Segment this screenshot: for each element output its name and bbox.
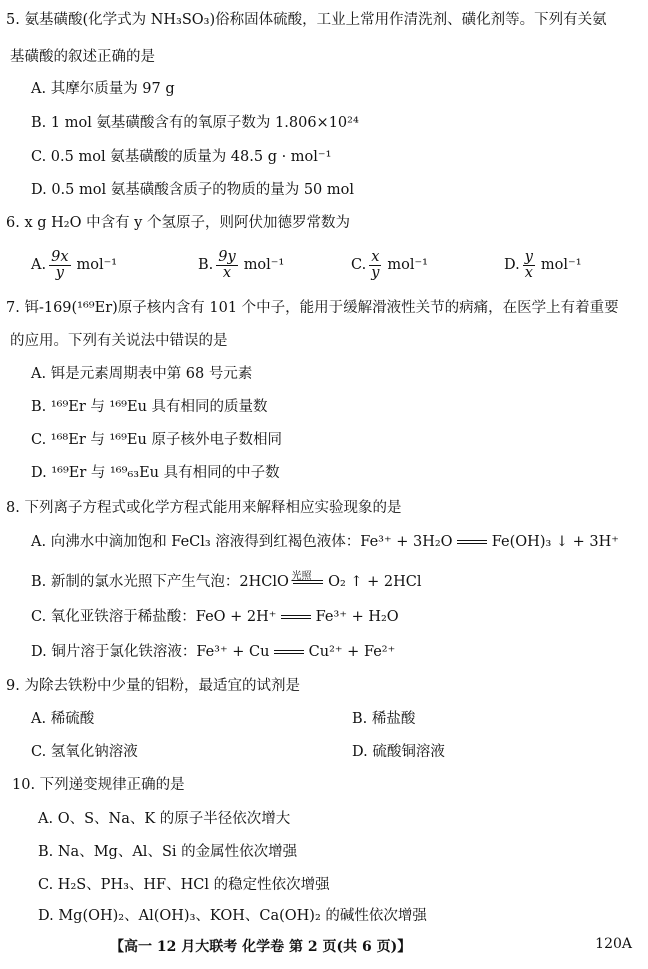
q9-stem: 9. 为除去铁粉中少量的铝粉，最适宜的试剂是: [6, 678, 300, 694]
q5-option-a: A. 其摩尔质量为 97 g: [31, 81, 175, 97]
paper-code: 120A: [595, 936, 632, 952]
option-label: D.: [504, 257, 520, 273]
unit: mol⁻¹: [540, 257, 582, 273]
q5-option-c: C. 0.5 mol 氨基磺酸的质量为 48.5 g · mol⁻¹: [31, 149, 332, 165]
equation-right: Fe(OH)₃ ↓ + 3H⁺: [491, 534, 619, 550]
q7-stem-line1: 7. 铒-169(¹⁶⁹Er)原子核内含有 101 个中子，能用于缓解滑液性关节的病痛，在医学上有着重要: [6, 300, 619, 316]
q7-option-a: A. 铒是元素周期表中第 68 号元素: [31, 366, 253, 382]
q7-option-b: B. ¹⁶⁹Er 与 ¹⁶⁹Eu 具有相同的质量数: [31, 399, 268, 415]
option-label: B.: [198, 257, 214, 273]
q8-option-c: [31, 607, 399, 627]
q6-option-a: [31, 245, 117, 285]
q6-option-c: [351, 245, 428, 285]
q9-option-b: B. 稀盐酸: [352, 711, 416, 727]
q6-stem: 6. x g H₂O 中含有 y 个氢原子，则阿伏加德罗常数为: [6, 215, 350, 231]
q10-option-a: A. O、S、Na、K 的原子半径依次增大: [38, 811, 291, 827]
equation-left: A. 向沸水中滴加饱和 FeCl₃ 溶液得到红褐色液体：Fe³⁺ + 3H₂O: [31, 534, 453, 550]
q7-option-d: D. ¹⁶⁹Er 与 ¹⁶⁹₆₃Eu 具有相同的中子数: [31, 465, 280, 481]
unit: mol⁻¹: [387, 257, 428, 273]
equation-right: Cu²⁺ + Fe²⁺: [308, 644, 396, 660]
q7-option-c: C. ¹⁶⁸Er 与 ¹⁶⁹Eu 原子核外电子数相同: [31, 432, 282, 448]
q5-option-d: D. 0.5 mol 氨基磺酸含质子的物质的量为 50 mol: [31, 182, 355, 198]
option-label: C.: [351, 257, 367, 273]
denominator: y: [55, 264, 64, 281]
numerator: 9x: [51, 248, 69, 265]
q5-stem-line1: 5. 氨基磺酸(化学式为 NH₃SO₃)俗称固体硫酸，工业上常用作清洗剂、磺化剂等。下列有关氨: [6, 12, 607, 28]
q7-stem-line2: 的应用。下列有关说法中错误的是: [10, 333, 228, 349]
fraction: [216, 250, 237, 281]
numerator: 9y: [218, 248, 236, 265]
equation-left: D. 铜片溶于氯化铁溶液：Fe³⁺ + Cu: [31, 644, 270, 660]
fraction: [523, 250, 535, 281]
equation-left: B. 新制的氯水光照下产生气泡：2HClO: [31, 574, 289, 590]
unit: mol⁻¹: [243, 257, 285, 273]
numerator: x: [371, 248, 380, 265]
fraction: [49, 250, 70, 281]
q10-stem: 10. 下列递变规律正确的是: [12, 777, 185, 793]
denominator: x: [222, 264, 232, 281]
unit: mol⁻¹: [76, 257, 118, 273]
equation-left: C. 氧化亚铁溶于稀盐酸：FeO + 2H⁺: [31, 609, 277, 625]
q10-option-c: C. H₂S、PH₃、HF、HCl 的稳定性依次增强: [38, 877, 330, 893]
equation-right: O₂ ↑ + 2HCl: [328, 574, 422, 590]
fraction: [369, 250, 381, 281]
q5-stem-line2: 基磺酸的叙述正确的是: [10, 49, 155, 65]
equation-right: Fe³⁺ + H₂O: [315, 609, 399, 625]
q9-option-d: D. 硫酸铜溶液: [352, 744, 445, 760]
q8-stem: 8. 下列离子方程式或化学方程式能用来解释相应实验现象的是: [6, 500, 402, 516]
q10-option-b: B. Na、Mg、Al、Si 的金属性依次增强: [38, 844, 298, 860]
q5-option-b: B. 1 mol 氨基磺酸含有的氧原子数为 1.806×10²⁴: [31, 115, 359, 131]
q8-option-b: [31, 572, 422, 592]
q9-option-a: A. 稀硫酸: [31, 711, 95, 727]
denominator: y: [371, 264, 380, 281]
numerator: y: [524, 248, 533, 265]
denominator: x: [524, 264, 533, 281]
q6-options: [31, 245, 628, 285]
option-label: A.: [31, 257, 47, 273]
q6-option-d: [504, 245, 582, 285]
q8-option-a: [31, 532, 619, 552]
q8-option-d: [31, 642, 395, 662]
q9-option-c: C. 氢氧化钠溶液: [31, 744, 138, 760]
page-footer: 【高一 12 月大联考 化学卷 第 2 页(共 6 页)】: [110, 939, 412, 955]
q10-option-d: D. Mg(OH)₂、Al(OH)₃、KOH、Ca(OH)₂ 的碱性依次增强: [38, 908, 427, 924]
q6-option-b: [198, 245, 284, 285]
reaction-condition: 光照: [291, 571, 312, 582]
